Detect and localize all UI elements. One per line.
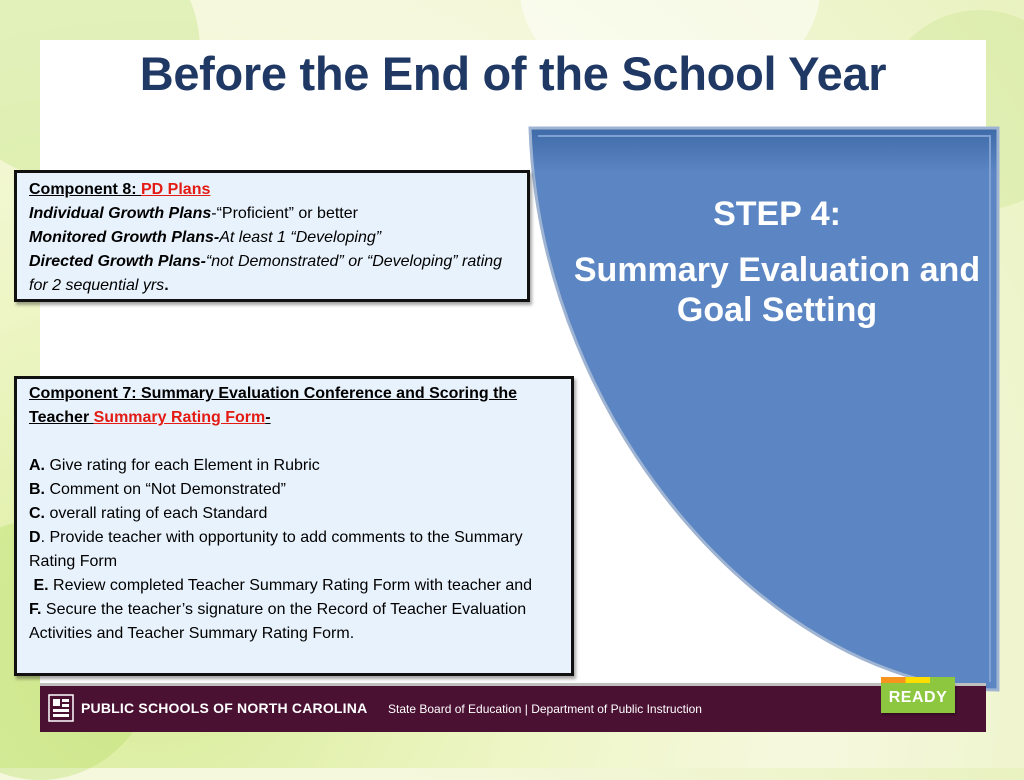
list-item-text: . Provide teacher with opportunity to add comments to the Summary Rating Form xyxy=(29,529,523,570)
list-item-letter: B. xyxy=(29,481,45,498)
monitored-growth-plans-line xyxy=(29,226,515,250)
ncdpi-logo-icon xyxy=(48,694,74,722)
spacer xyxy=(29,430,559,454)
list-item-text: Give rating for each Element in Rubric xyxy=(45,457,320,474)
ready-badge: READY xyxy=(881,683,955,713)
page-title: Before the End of the School Year xyxy=(139,47,887,100)
individual-growth-plans-line xyxy=(29,202,515,226)
pd-plans-link[interactable]: PD Plans xyxy=(141,181,211,198)
list-item-letter: C. xyxy=(29,505,45,522)
list-item-letter: F. xyxy=(29,601,42,618)
component-7-heading xyxy=(29,382,559,430)
monitored-growth-plans-label: Monitored Growth Plans- xyxy=(29,229,220,246)
list-item-text: overall rating of each Standard xyxy=(45,505,268,522)
list-item-letter: E. xyxy=(29,577,49,594)
list-item xyxy=(29,502,559,526)
list-item-letter: D xyxy=(29,529,41,546)
list-item-text: Comment on “Not Demonstrated” xyxy=(45,481,286,498)
component-7-heading-label: Component 7: Summary Evaluation Conference and Scoring the Teacher xyxy=(29,385,518,426)
list-item-text: Secure the teacher’s signature on the Record of Teacher Evaluation Activities and Teacher Summary Rating Form. xyxy=(29,601,527,642)
footer-bar xyxy=(40,683,986,732)
step-title: STEP 4: xyxy=(713,195,841,233)
component-8-heading xyxy=(29,178,515,202)
directed-growth-plans-label: Directed Growth Plans- xyxy=(29,253,206,270)
component-7-heading-end: - xyxy=(265,409,271,426)
component-8-box xyxy=(14,170,530,302)
list-item xyxy=(29,598,559,646)
directed-growth-plans-line xyxy=(29,250,515,298)
list-item xyxy=(29,526,559,574)
list-item xyxy=(29,478,559,502)
directed-growth-plans-end: . xyxy=(164,277,169,294)
list-item xyxy=(29,574,559,598)
footer-org-name: PUBLIC SCHOOLS OF NORTH CAROLINA xyxy=(81,700,368,716)
component-7-box xyxy=(14,376,574,676)
list-item-text: Review completed Teacher Summary Rating Form with teacher and xyxy=(48,577,533,594)
footer-department: State Board of Education | Department of Public Instruction xyxy=(388,702,702,716)
summary-rating-form-link[interactable]: Summary Rating Form xyxy=(93,409,266,426)
component-8-heading-label: Component 8: xyxy=(29,181,141,198)
monitored-growth-plans-text: At least 1 “Developing” xyxy=(219,229,382,246)
list-item-letter: A. xyxy=(29,457,45,474)
step-text xyxy=(568,194,986,330)
individual-growth-plans-label: Individual Growth Plans xyxy=(29,205,212,222)
individual-growth-plans-text: -“Proficient” or better xyxy=(211,205,358,222)
list-item xyxy=(29,454,559,478)
directed-growth-plans-text: “not Demonstrated” or “Developing” rating for 2 sequential yrs xyxy=(29,253,503,294)
step-subtitle: Summary Evaluation and Goal Setting xyxy=(573,251,981,329)
